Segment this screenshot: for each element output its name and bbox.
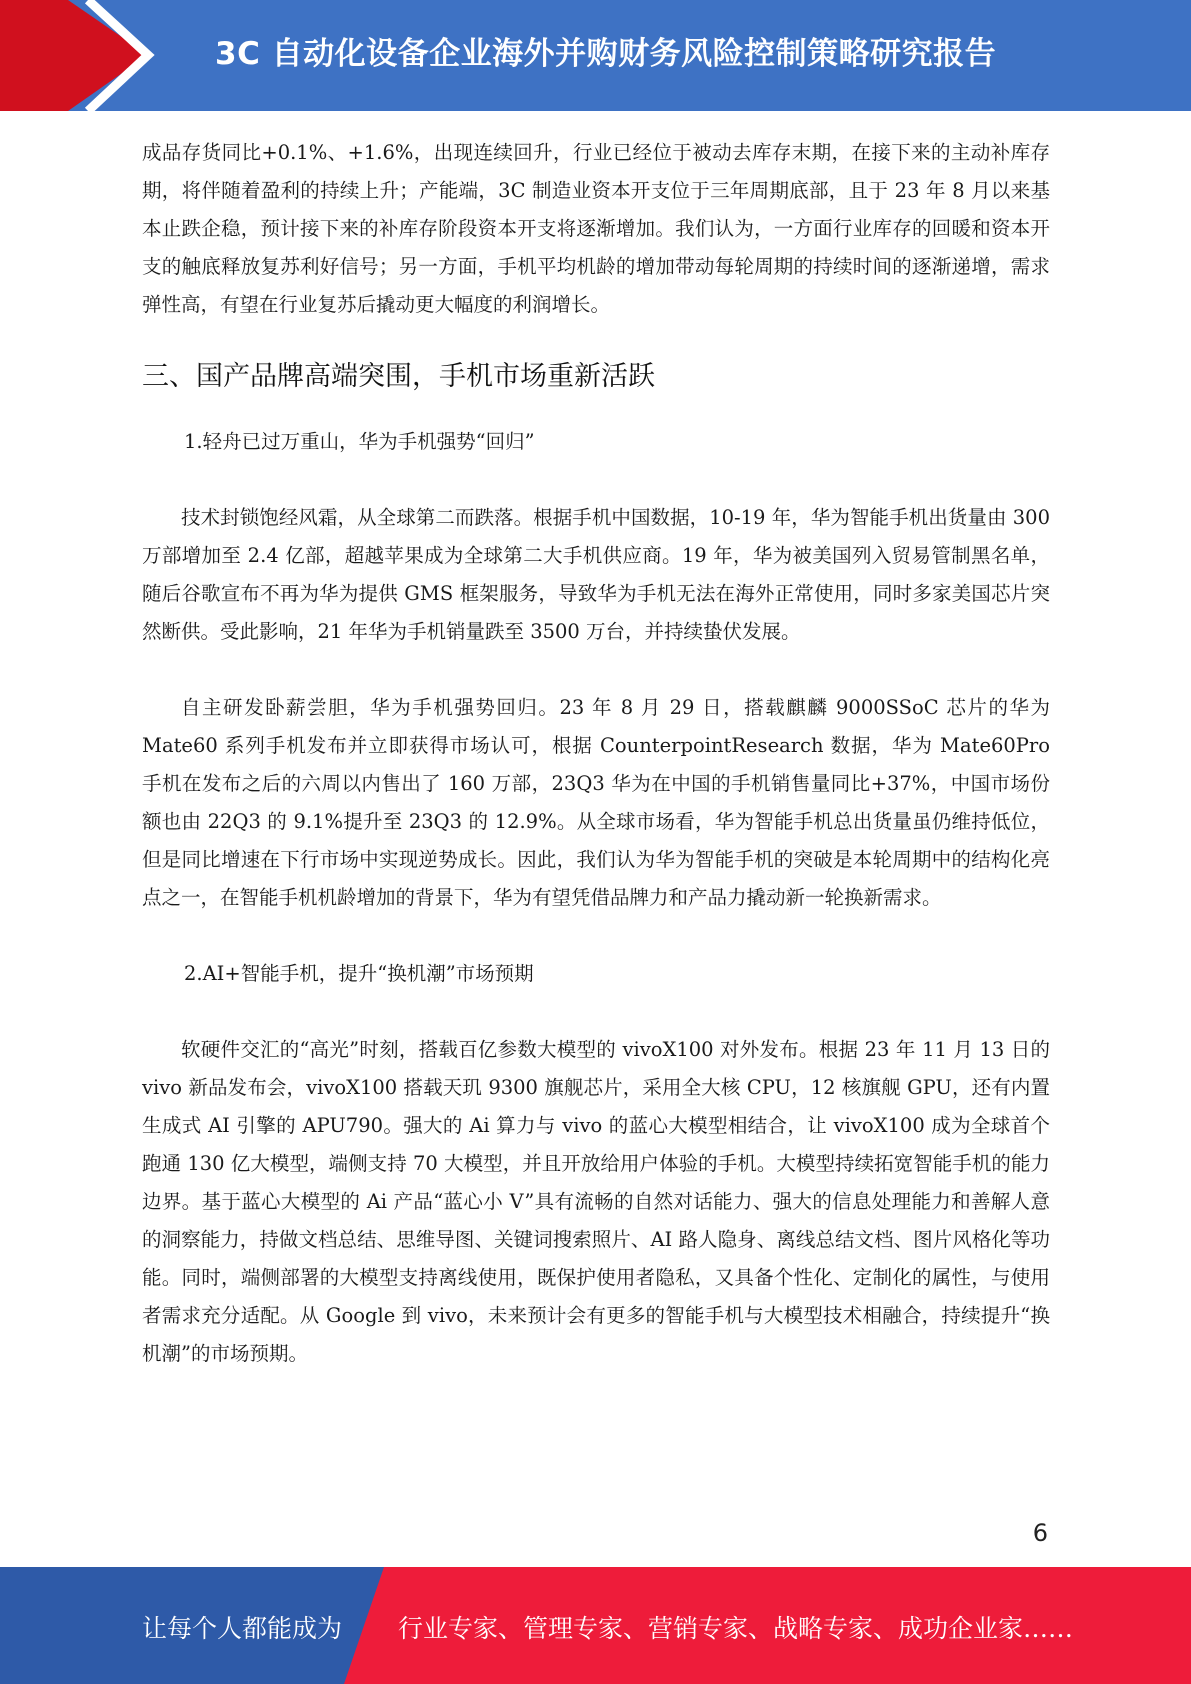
intro-paragraph: 成品存货同比+0.1%、+1.6%，出现连续回升，行业已经位于被动去库存末期，在接下来的主动补库存期，将伴随着盈利的持续上升；产能端，3C 制造业资本开支位于三年周期底部，且于 23 年 8 月以来基本止跌企稳，预计接下来的补库存阶段资本开支将逐渐增加。我们认为，一方面行业库存的回暖和资本开支的触底释放复苏利好信号；另一方面，手机平均机龄的增加带动每轮周期的持续时间的逐渐递增，需求弹性高，有望在行业复苏后撬动更大幅度的利润增长。 [142, 141, 1050, 316]
paragraph-huawei-decline: 技术封锁饱经风霜，从全球第二而跌落。根据手机中国数据，10-19 年，华为智能手机出货量由 300 万部增加至 2.4 亿部，超越苹果成为全球第二大手机供应商。19 年，华为被美国列入贸易管制黑名单，随后谷歌宣布不再为华为提供 GMS 框架服务，导致华为手机无法在海外正常使用，同时多家美国芯片突然断供。受此影响，21 年华为手机销量跌至 3500 万台，并持续蛰伏发展。 [142, 506, 1050, 643]
subsection-heading-2: 2.AI+智能手机，提升“换机潮”市场预期 [184, 962, 534, 985]
header-arrow-decoration [0, 0, 160, 111]
report-title: 3C 自动化设备企业海外并购财务风险控制策略研究报告 [215, 36, 997, 72]
paragraph-ai-phone: 软硬件交汇的“高光”时刻，搭载百亿参数大模型的 vivoX100 对外发布。根据 23 年 11 月 13 日的 vivo 新品发布会，vivoX100 搭载天玑 9300 旗舰芯片，采用全大核 CPU，12 核旗舰 GPU，还有内置生成式 AI 引擎的 APU790。强大的 Ai 算力与 vivo 的蓝心大模型相结合，让 vivoX100 成为全球首个跑通 130 亿大模型，端侧支持 70 大模型，并且开放给用户体验的手机。大模型持续拓宽智能手机的能力边界。基于蓝心大模型的 Ai 产品“蓝心小 V”具有流畅的自然对话能力、强大的信息处理能力和善解人意的洞察能力，持做文档总结、思维导图、关键词搜索照片、AI 路人隐身、离线总结文档、图片风格化等功能。同时，端侧部署的大模型支持离线使用，既保护使用者隐私，又具备个性化、定制化的属性，与使用者需求充分适配。从 Google 到 vivo，未来预计会有更多的智能手机与大模型技术相融合，持续提升“换机潮”的市场预期。 [142, 1038, 1050, 1365]
section-heading: 三、国产品牌高端突围，手机市场重新活跃 [142, 361, 655, 392]
subsection-heading-1: 1.轻舟已过万重山，华为手机强势“回归” [184, 430, 535, 453]
page-header-band [0, 0, 1191, 111]
document-body [142, 134, 1050, 1373]
page-number: 6 [1032, 1519, 1048, 1547]
paragraph-huawei-return: 自主研发卧薪尝胆，华为手机强势回归。23 年 8 月 29 日，搭载麒麟 9000SSoC 芯片的华为Mate60 系列手机发布并立即获得市场认可，根据 CounterpointResearch 数据，华为 Mate60Pro 手机在发布之后的六周以内售出了 160 万部，23Q3 华为在中国的手机销售量同比+37%，中国市场份额也由 22Q3 的 9.1%提升至 23Q3 的 12.9%。从全球市场看，华为智能手机总出货量虽仍维持低位，但是同比增速在下行市场中实现逆势成长。因此，我们认为华为智能手机的突破是本轮周期中的结构化亮点之一，在智能手机机龄增加的背景下，华为有望凭借品牌力和产品力撬动新一轮换新需求。 [142, 696, 1050, 909]
footer-slogan-left: 让每个人都能成为 [142, 1614, 343, 1643]
page-footer-band [0, 1567, 1191, 1684]
footer-slogan-right: 行业专家、管理专家、营销专家、战略专家、成功企业家…… [398, 1614, 1074, 1643]
